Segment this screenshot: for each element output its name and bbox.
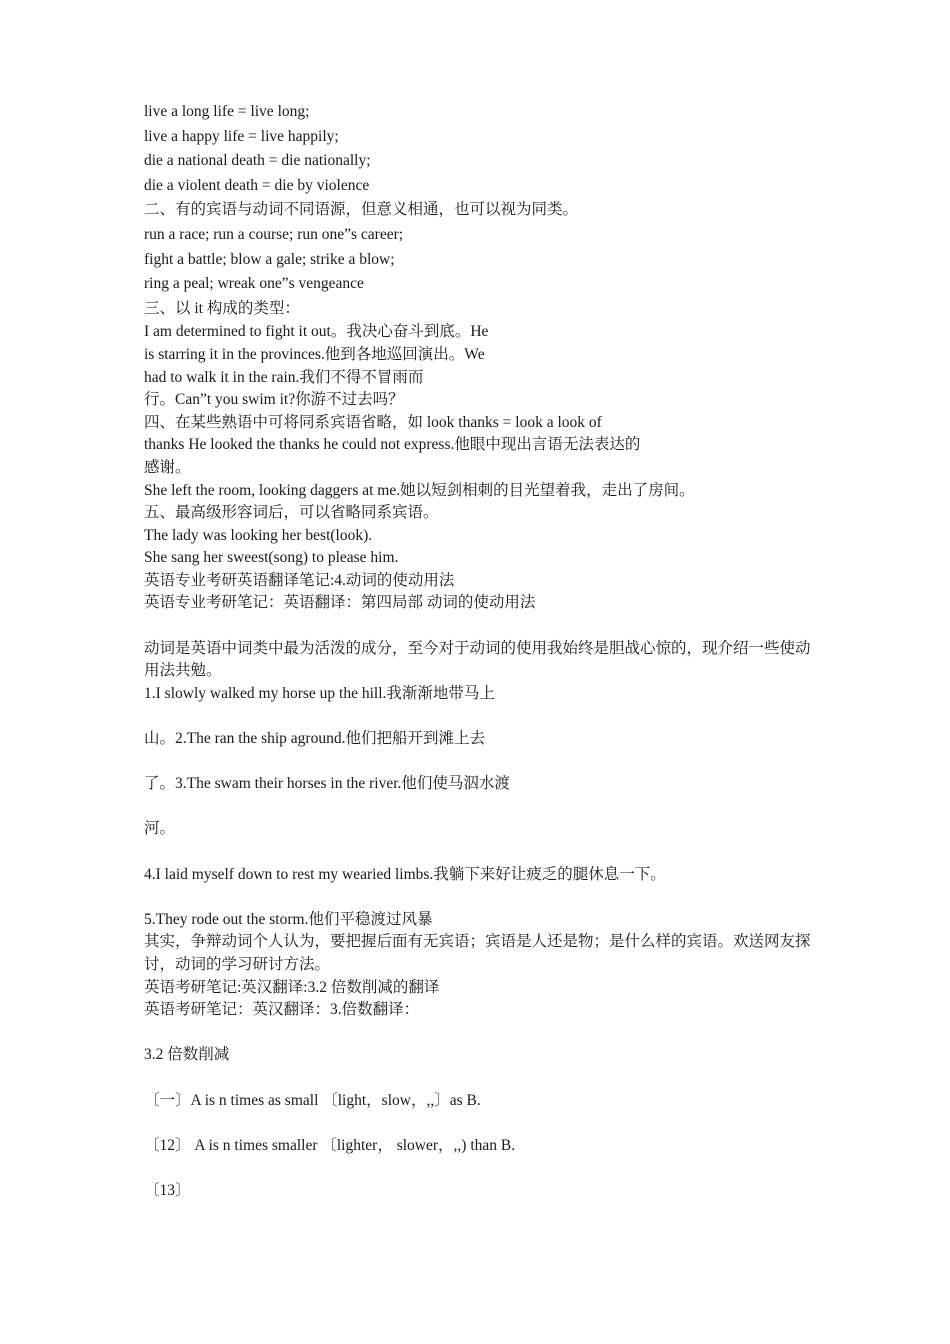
text-line: die a violent death = die by violence: [144, 176, 370, 194]
spacer: [144, 615, 814, 638]
spacer: [144, 751, 814, 774]
example-line: 河。: [144, 820, 176, 838]
conclusion-paragraph: 其实，争辩动词个人认为，要把握后面有无宾语；宾语是人还是物；是什么样的宾语。欢送网友探讨，动词的学习研讨方法。: [144, 933, 811, 973]
spacer: [144, 886, 814, 909]
note-title: 英语考研笔记:英汉翻译:3.2 倍数削减的翻译: [144, 978, 440, 996]
example-line: 山。2.The ran the ship aground.他们把船开到滩上去: [144, 730, 485, 748]
intro-paragraph: 动词是英语中词类中最为活泼的成分，至今对于动词的使用我始终是胆战心惊的，现介绍一些使动用法共勉。: [144, 639, 811, 680]
section-heading-four: 四、在某些熟语中可将同系宾语省略，如 look thanks = look a look of: [144, 413, 602, 431]
example-line: 1.I slowly walked my horse up the hill.我渐渐地带马上: [144, 684, 495, 702]
text-line: I am determined to fight it out。我决心奋斗到底。He: [144, 323, 489, 341]
text-line: She sang her sweest(song) to please him.: [144, 549, 399, 567]
section-heading-five: 五、最高级形容词后，可以省略同系宾语。: [144, 504, 439, 522]
note-title: 英语专业考研英语翻译笔记:4.动词的使动用法: [144, 571, 455, 589]
text-line: She left the room, looking daggers at me.她以短剑相刺的目光望着我，走出了房间。: [144, 481, 695, 499]
cognate-object-block: [144, 100, 814, 615]
spacer: [144, 705, 814, 728]
spacer: [144, 1112, 814, 1135]
text-line: thanks He looked the thanks he could not express.他眼中现出言语无法表达的: [144, 436, 641, 454]
note-subtitle: 英语专业考研笔记：英语翻译：第四局部 动词的使动用法: [144, 594, 536, 612]
note-subtitle: 英语考研笔记：英汉翻译：3.倍数翻译：: [144, 1001, 420, 1019]
formula-item: 〔13〕: [144, 1181, 191, 1199]
text-line: die a national death = die nationally;: [144, 152, 371, 170]
section-heading-three: 三、以 it 构成的类型：: [144, 299, 300, 317]
example-line: 5.They rode out the storm.他们平稳渡过风暴: [144, 910, 433, 928]
text-line: live a happy life = live happily;: [144, 127, 339, 145]
section-heading-two: 二、有的宾语与动词不同语源，但意义相通，也可以视为同类。: [144, 201, 579, 219]
formula-item: 〔一〕A is n times as small 〔light，slow，,,〕as B.: [144, 1091, 481, 1109]
text-line: fight a battle; blow a gale; strike a blow;: [144, 250, 395, 268]
text-line: The lady was looking her best(look).: [144, 526, 373, 544]
text-line: is starring it in the provinces.他到各地巡回演出。We: [144, 345, 485, 363]
document-page: [144, 100, 814, 1203]
text-line: run a race; run a course; run one”s career;: [144, 225, 404, 243]
spacer: [144, 1022, 814, 1045]
spacer: [144, 1067, 814, 1090]
text-line: 感谢。: [144, 458, 191, 476]
text-line: had to walk it in the rain.我们不得不冒雨而: [144, 368, 424, 386]
spacer: [144, 796, 814, 819]
text-line: ring a peal; wreak one”s vengeance: [144, 275, 364, 293]
formula-item: 〔12〕 A is n times smaller 〔lighter， slower，,,) than B.: [144, 1136, 516, 1154]
example-line: 了。3.The swam their horses in the river.他们使马泅水渡: [144, 775, 510, 793]
text-line: 行。Can”t you swim it?你游不过去吗？: [144, 391, 404, 409]
text-line: live a long life = live long;: [144, 103, 310, 120]
example-line: 4.I laid myself down to rest my wearied limbs.我躺下来好让疲乏的腿休息一下。: [144, 865, 666, 883]
spacer: [144, 841, 814, 864]
spacer: [144, 1157, 814, 1180]
section-heading-3-2: 3.2 倍数削减: [144, 1046, 230, 1064]
